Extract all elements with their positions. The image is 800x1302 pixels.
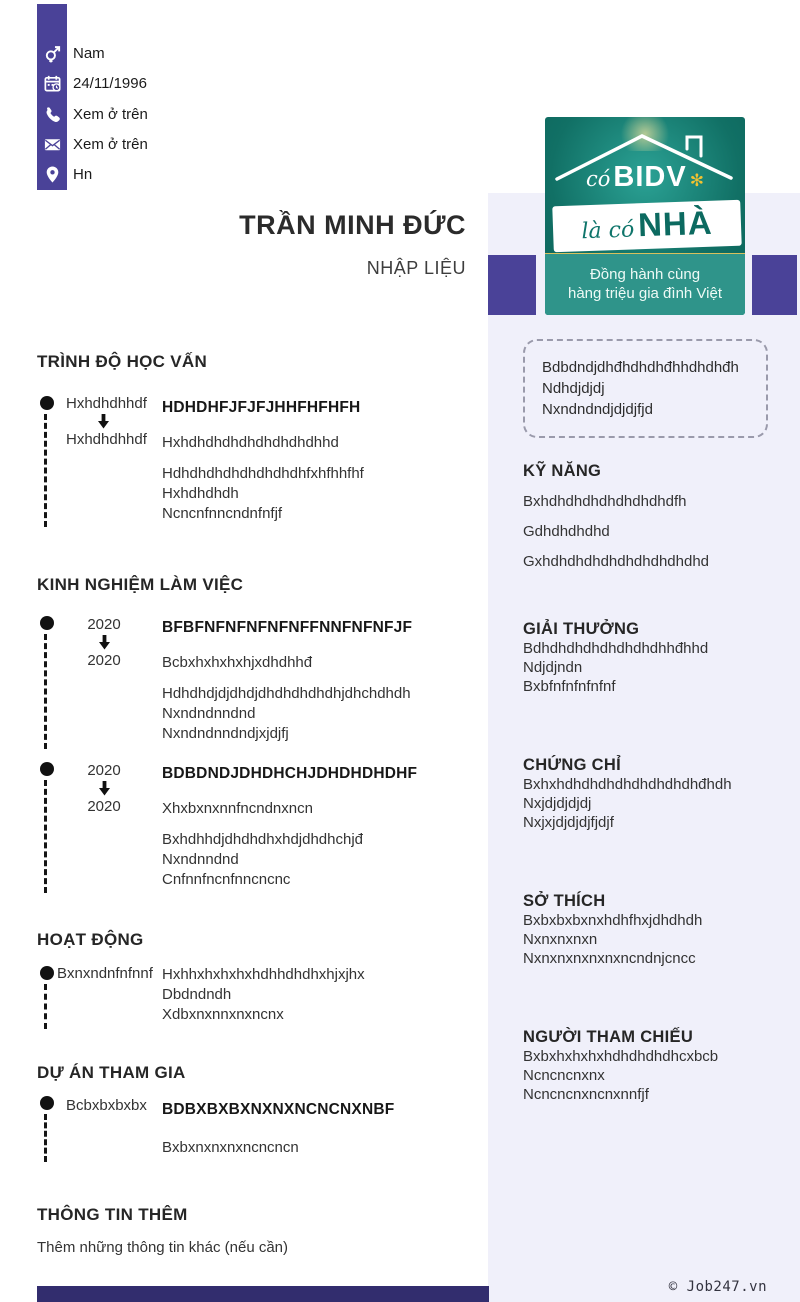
education-description-line: Hdhdhdhdhdhdhdhdhfxhfhhfhf xyxy=(162,465,364,482)
contact-row-email xyxy=(37,129,148,159)
contact-row-address xyxy=(37,159,92,189)
certificate-item: Nxjxjdjdjdjfjdjf xyxy=(523,814,614,831)
timeline-dot xyxy=(40,616,54,630)
skill-item: Gxhdhdhdhdhdhdhdhdhdhd xyxy=(523,553,710,570)
ad-headline-2 xyxy=(552,200,741,253)
certificate-item: Nxjdjdjdjdj xyxy=(523,795,592,812)
summary-line: Bdbdndjdhđhdhdhđhhdhdhđh xyxy=(542,359,739,376)
award-item: Bxbfnfnfnfnfnf xyxy=(523,678,616,695)
timeline-line xyxy=(44,634,47,749)
experience-subtitle: Xhxbxnxnnfncndnxncn xyxy=(162,800,313,817)
experience2-date-to: 2020 xyxy=(87,798,121,815)
section-heading-references: NGƯỜI THAM CHIẾU xyxy=(523,1028,694,1046)
section-heading-activities: HOẠT ĐỘNG xyxy=(37,930,144,949)
education-description-line: Hxhdhdhdh xyxy=(162,485,239,502)
ad-script-co: có xyxy=(586,167,611,191)
bidv-ad-banner[interactable] xyxy=(545,117,745,315)
section-awards xyxy=(523,620,793,696)
timeline-dot xyxy=(40,966,54,980)
timeline-line xyxy=(44,414,47,527)
decor-square-left xyxy=(488,255,536,315)
experience-entry xyxy=(162,761,472,890)
education-entry xyxy=(162,395,472,524)
section-heading-hobbies: SỞ THÍCH xyxy=(523,892,606,910)
birthday-value: 24/11/1996 xyxy=(73,74,147,92)
experience-description-line: Nxndndnndnd xyxy=(162,705,256,722)
gender-icon xyxy=(37,44,67,63)
experience-description-line: Bxhdhhdjdhdhdhxhdjdhdhchjđ xyxy=(162,831,364,848)
contact-row-birthday xyxy=(37,68,147,98)
skill-item: Gdhdhdhdhd xyxy=(523,523,610,540)
hobby-item: Bxbxbxbxnxhdhfhxjdhdhdh xyxy=(523,912,703,929)
timeline-dot xyxy=(40,762,54,776)
activities-description-line: Hxhhxhxhxhxhdhhdhdhxhjxjhx xyxy=(162,966,365,983)
hobby-item: Nxnxnxnxn xyxy=(523,931,598,948)
award-item: Ndjdjndn xyxy=(523,659,583,676)
arrow-down-icon xyxy=(98,781,111,796)
activities-entry xyxy=(162,965,472,1025)
ad-tagline xyxy=(545,253,745,315)
activities-label: Bxnxndnfnfnnf xyxy=(57,965,153,982)
experience2-date-from: 2020 xyxy=(87,762,121,779)
summary-box xyxy=(523,339,768,438)
contact-list xyxy=(37,4,337,190)
section-hobbies xyxy=(523,892,793,968)
email-icon xyxy=(37,135,67,154)
experience-description-line: Nxndnndnd xyxy=(162,851,239,868)
section-references xyxy=(523,1028,793,1104)
contact-row-phone xyxy=(37,99,148,129)
experience1-date-to: 2020 xyxy=(87,652,121,669)
experience-description-line: Hdhdhdjdjdhdjdhdhdhdhdhjdhchdhdh xyxy=(162,685,411,702)
timeline-line xyxy=(44,984,47,1029)
reference-item: Bxbxhxhxhxhdhdhdhdhcxbcb xyxy=(523,1048,719,1065)
watermark-copyright: © Job247.vn xyxy=(668,1279,767,1295)
decor-square-right xyxy=(752,255,797,315)
projects-subtitle: Bxbxnxnxnxncncncn xyxy=(162,1139,299,1156)
skill-item: Bxhdhdhdhdhdhdhdhdfh xyxy=(523,493,687,510)
section-heading-education: TRÌNH ĐỘ HỌC VẤN xyxy=(37,352,208,371)
section-heading-certificates: CHỨNG CHỈ xyxy=(523,756,621,774)
timeline-dot xyxy=(40,1096,54,1110)
education-date-to: Hxhdhdhhdf xyxy=(66,431,147,448)
experience-title: BDBDNDJDHDHCHJDHDHDHDHF xyxy=(162,765,418,782)
experience1-date-from: 2020 xyxy=(87,616,121,633)
education-title: HDHDHFJFJFJHHFHFHFH xyxy=(162,399,361,416)
projects-entry xyxy=(162,1097,472,1169)
timeline-line xyxy=(44,780,47,893)
section-skills xyxy=(523,462,793,571)
education-description-line: Ncncnfnncndnfnfjf xyxy=(162,505,283,522)
certificate-item: Bxhxhdhdhdhdhdhdhdhdhđhdh xyxy=(523,776,732,793)
timeline-line xyxy=(44,1114,47,1162)
arrow-down-icon xyxy=(98,635,111,650)
calendar-icon xyxy=(37,74,67,93)
bidv-flower-icon: ✻ xyxy=(689,171,704,190)
experience-description-line: Cnfnnfncnfnncncnc xyxy=(162,871,291,888)
page-subtitle: NHẬP LIỆU xyxy=(366,258,466,278)
ad-word-nha: NHÀ xyxy=(637,203,714,244)
location-icon xyxy=(37,165,67,184)
additional-text: Thêm những thông tin khác (nếu cần) xyxy=(37,1239,289,1256)
reference-item: Ncncncnxnx xyxy=(523,1067,605,1084)
reference-item: Ncncncnxncnxnnfjf xyxy=(523,1086,649,1103)
footer-accent-bar xyxy=(37,1286,489,1302)
ad-word-bidv: BIDV xyxy=(613,161,687,193)
experience-description-line: Nxndndnndndjxjdjfj xyxy=(162,725,289,742)
experience-title: BFBFNFNFNFNFNFFNNFNFNFJF xyxy=(162,619,413,636)
activities-description-line: Dbdndndh xyxy=(162,986,232,1003)
projects-title: BDBXBXBXNXNXNCNCNXNBF xyxy=(162,1101,395,1118)
page-title: TRẦN MINH ĐỨC xyxy=(239,210,466,240)
education-subtitle: Hxhdhdhdhdhdhdhdhdhhd xyxy=(162,434,339,451)
section-heading-skills: KỸ NĂNG xyxy=(523,462,602,480)
section-heading-projects: DỰ ÁN THAM GIA xyxy=(37,1063,186,1082)
experience-subtitle: Bcbxhxhxhxhjxdhdhhđ xyxy=(162,654,313,671)
contact-row-gender xyxy=(37,38,105,68)
section-heading-experience: KINH NGHIỆM LÀM VIỆC xyxy=(37,575,244,594)
ad-headline-1 xyxy=(557,161,733,194)
experience-entry xyxy=(162,615,472,744)
ad-script-la-co: là có xyxy=(581,217,635,245)
email-value: Xem ở trên xyxy=(73,135,148,153)
activities-description-line: Xdbxnxnnxnxncnx xyxy=(162,1006,284,1023)
section-heading-additional: THÔNG TIN THÊM xyxy=(37,1205,188,1224)
education-date-from: Hxhdhdhhdf xyxy=(66,395,147,412)
ad-tagline-line1: Đồng hành cùng xyxy=(589,266,701,283)
phone-icon xyxy=(37,105,67,124)
address-value: Hn xyxy=(73,165,93,183)
phone-value: Xem ở trên xyxy=(73,105,148,123)
award-item: Bdhdhdhdhdhdhdhdhhđhhd xyxy=(523,640,709,657)
section-certificates xyxy=(523,756,793,832)
hobby-item: Nxnxnxnxnxnxncndnjcncc xyxy=(523,950,696,967)
arrow-down-icon xyxy=(97,414,110,429)
projects-label: Bcbxbxbxbx xyxy=(66,1097,147,1114)
timeline-dot xyxy=(40,396,54,410)
summary-line: Nxndndndjdjdjfjd xyxy=(542,401,653,418)
summary-line: Ndhdjdjdj xyxy=(542,380,605,397)
section-heading-awards: GIẢI THƯỞNG xyxy=(523,620,640,638)
gender-value: Nam xyxy=(73,44,105,62)
ad-tagline-line2: hàng triệu gia đình Việt xyxy=(567,285,722,302)
